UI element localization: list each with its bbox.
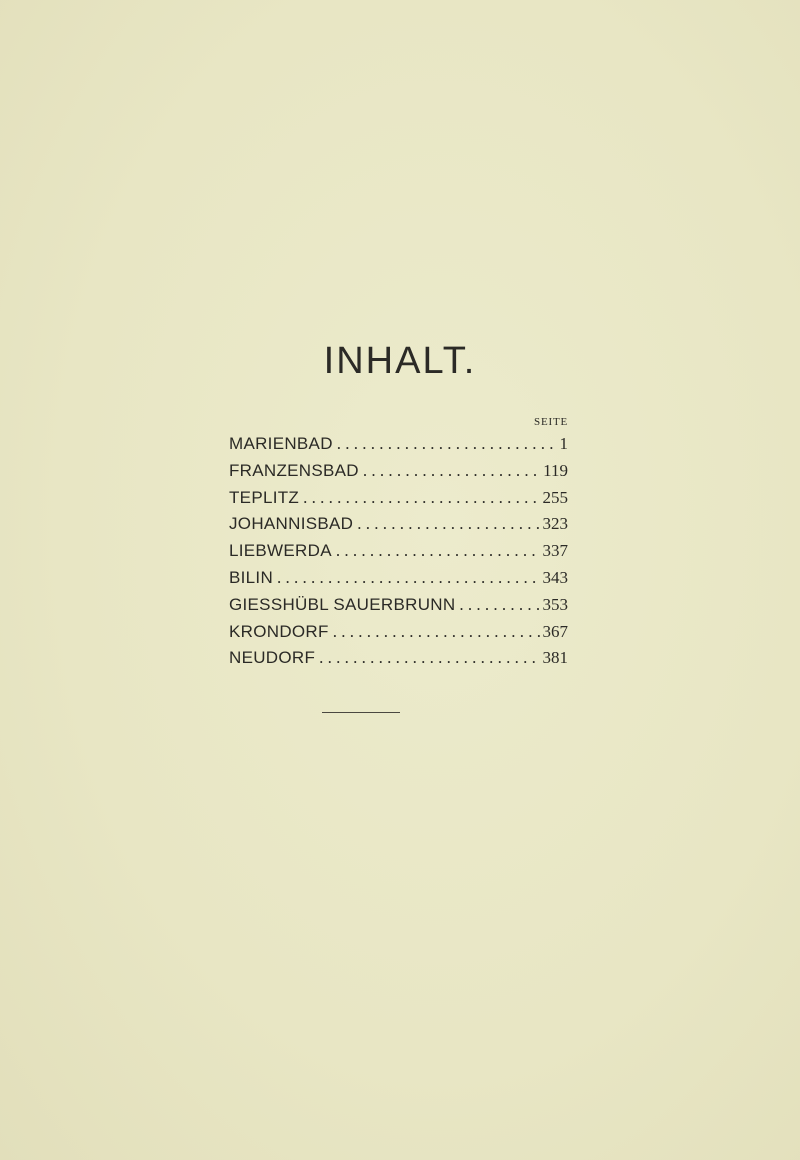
toc-leader-dots xyxy=(337,434,557,454)
toc-entry-page: 367 xyxy=(542,621,568,641)
toc-entry-page: 343 xyxy=(542,567,568,587)
toc-entry-johannisbad xyxy=(229,514,568,541)
toc-entry-label: LIEBWERDA xyxy=(229,541,332,561)
toc-entry-giesshuebl-sauerbrunn xyxy=(229,595,568,622)
toc-leader-dots xyxy=(277,568,539,588)
toc-entry-bilin xyxy=(229,568,568,595)
toc-entry-page: 119 xyxy=(543,460,568,480)
toc-entry-label: NEUDORF xyxy=(229,648,316,668)
table-of-contents xyxy=(229,434,568,675)
toc-entry-page: 323 xyxy=(542,514,568,534)
toc-entry-label: MARIENBAD xyxy=(229,434,333,453)
toc-entry-label: FRANZENSBAD xyxy=(229,460,359,480)
toc-leader-dots xyxy=(357,514,539,534)
toc-entry-teplitz xyxy=(229,488,568,515)
toc-entry-label: TEPLITZ xyxy=(229,487,300,507)
toc-entry-label: BILIN xyxy=(229,567,274,587)
toc-entry-label: JOHANNISBAD xyxy=(229,514,354,534)
toc-entry-krondorf xyxy=(229,622,568,649)
toc-leader-dots xyxy=(336,541,540,561)
toc-entry-page: 1 xyxy=(559,434,568,453)
toc-entry-page: 337 xyxy=(542,541,568,561)
toc-leader-dots xyxy=(303,488,539,508)
closing-rule xyxy=(322,712,400,713)
toc-entry-liebwerda xyxy=(229,541,568,568)
page-column-header: SEITE xyxy=(534,416,568,428)
toc-entry-label: KRONDORF xyxy=(229,621,329,641)
toc-leader-dots xyxy=(319,648,539,668)
toc-entry-label: GIESSHÜBL SAUERBRUNN xyxy=(229,594,456,614)
toc-entry-page: 381 xyxy=(542,648,568,668)
toc-leader-dots xyxy=(363,461,540,481)
toc-entry-page: 255 xyxy=(542,487,568,507)
toc-entry-neudorf xyxy=(229,648,568,675)
page-title: INHALT. xyxy=(323,340,477,382)
toc-leader-dots xyxy=(459,595,539,615)
toc-entry-marienbad xyxy=(229,434,568,461)
toc-entry-franzensbad xyxy=(229,461,568,488)
toc-leader-dots xyxy=(333,622,540,642)
toc-entry-page: 353 xyxy=(542,594,568,614)
